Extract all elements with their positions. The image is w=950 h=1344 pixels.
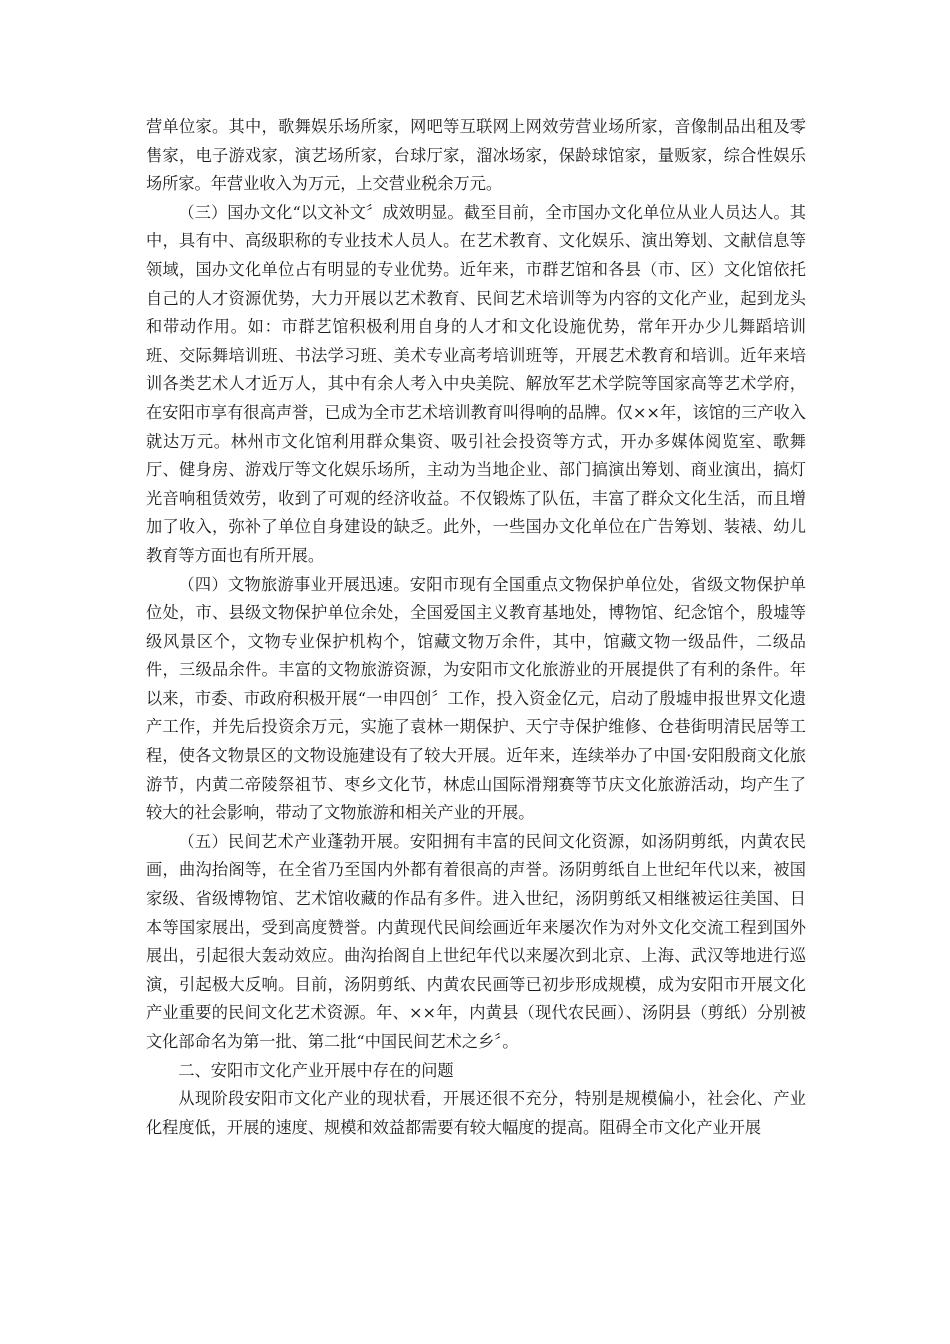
paragraph-section-4: （四）文物旅游事业开展迅速。安阳市现有全国重点文物保护单位处，省级文物保护单位处，市、县级文物保护单位余处，全国爱国主义教育基地处，博物馆、纪念馆个，殷墟等级风景区个，文物专业保护机构个，馆藏文物万余件，其中，馆藏文物一级品件，二级品件，三级品余件。丰富的文物旅游资源，为安阳市文化旅游业的开展提供了有利的条件。年以来，市委、市政府积极开展“一申四创〞工作，投入资金亿元，启动了殷墟申报世界文化遗产工作，并先后投资余万元，实施了袁林一期保护、天宁寺保护维修、仓巷街明清民居等工程，使各文物景区的文物设施建设有了较大开展。近年来，连续举办了中国·安阳殷商文化旅游节，内黄二帝陵祭祖节、枣乡文化节，林虑山国际滑翔赛等节庆文化旅游活动，均产生了较大的社会影响，带动了文物旅游和相关产业的开展。	[146, 574, 806, 823]
section-heading-2: 二、安阳市文化产业开展中存在的问题	[178, 1060, 454, 1080]
document-page	[146, 113, 806, 1142]
paragraph-section-3: （三）国办文化“以文补文〞成效明显。截至目前，全市国办文化单位从业人员达人。其中，具有中、高级职称的专业技术人员人。在艺术教育、文化娱乐、演出筹划、文献信息等领域，国办文化单位占有明显的专业优势。近年来，市群艺馆和各县（市、区）文化馆依托自己的人才资源优势，大力开展以艺术教育、民间艺术培训等为内容的文化产业，起到龙头和带动作用。如：市群艺馆积极利用自身的人才和文化设施优势，常年开办少儿舞蹈培训班、交际舞培训班、书法学习班、美术专业高考培训班等，开展艺术教育和培训。近年来培训各类艺术人才近万人，其中有余人考入中央美院、解放军艺术学院等国家高等艺术学府，在安阳市享有很高声誉，已成为全市艺术培训教育叫得响的品牌。仅××年，该馆的三产收入就达万元。林州市文化馆利用群众集资、吸引社会投资等方式，开办多媒体阅览室、歌舞厅、健身房、游戏厅等文化娱乐场所，主动为当地企业、部门搞演出筹划、商业演出，搞灯光音响租赁效劳，收到了可观的经济收益。不仅锻炼了队伍，丰富了群众文化生活，而且增加了收入，弥补了单位自身建设的缺乏。此外，一些国办文化单位在广告筹划、装裱、幼儿教育等方面也有所开展。	[146, 202, 806, 565]
paragraph-section-5: （五）民间艺术产业蓬勃开展。安阳拥有丰富的民间文化资源，如汤阴剪纸，内黄农民画，曲沟抬阁等，在全省乃至国内外都有着很高的声誉。汤阴剪纸自上世纪年代以来，被国家级、省级博物馆、艺术馆收藏的作品有多件。进入世纪，汤阴剪纸又相继被运往美国、日本等国家展出，受到高度赞誉。内黄现代民间绘画近年来屡次作为对外文化交流工程到国外展出，引起很大轰动效应。曲沟抬阁自上世纪年代以来屡次到北京、上海、武汉等地进行巡演，引起极大反响。目前，汤阴剪纸、内黄农民画等已初步形成规模，成为安阳市开展文化产业重要的民间文化艺术资源。年、××年，内黄县（现代农民画）、汤阴县（剪纸）分别被文化部命名为第一批、第二批“中国民间艺术之乡〞。	[146, 831, 806, 1051]
paragraph-problems: 从现阶段安阳市文化产业的现状看，开展还很不充分，特别是规模偏小，社会化、产业化程度低，开展的速度、规模和效益都需要有较大幅度的提高。阻碍全市文化产业开展	[146, 1089, 806, 1137]
paragraph-continuation: 营单位家。其中，歌舞娱乐场所家，网吧等互联网上网效劳营业场所家，音像制品出租及零售家，电子游戏家，演艺场所家，台球厅家，溜冰场家，保龄球馆家，量贩家，综合性娱乐场所家。年营业收入为万元，上交营业税余万元。	[146, 117, 806, 194]
